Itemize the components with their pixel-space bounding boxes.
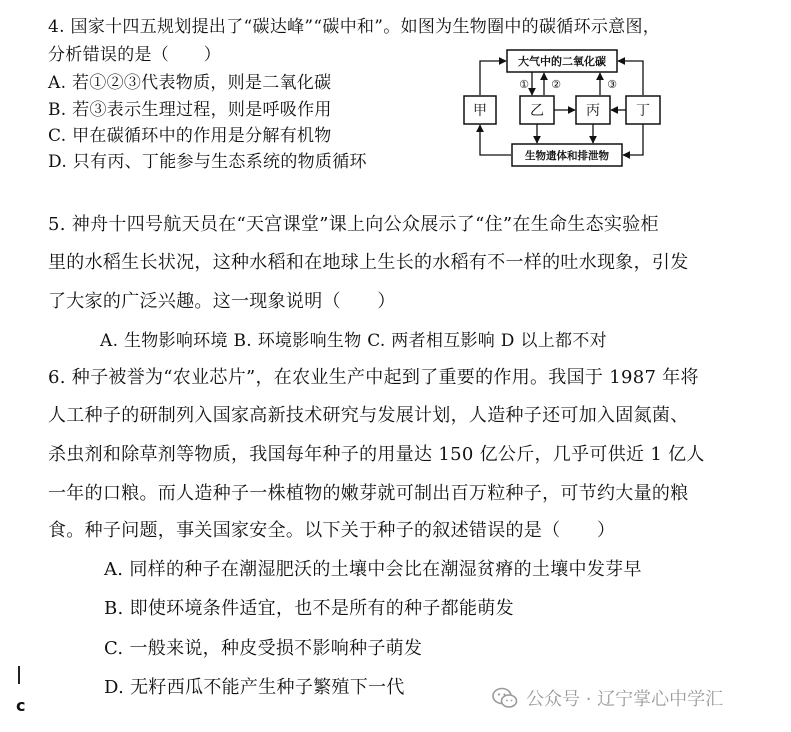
q6-option-c: C. 一般来说，种皮受损不影响种子萌发 bbox=[104, 638, 423, 659]
q6-option-b: B. 即使环境条件适宜，也不是所有的种子都能萌发 bbox=[104, 598, 514, 619]
arrow-ding-to-atmosphere bbox=[618, 61, 643, 95]
q6-stem-line-2: 人工种子的研制列入国家高新技术研究与发展计划，人造种子还可加入固氮菌、 bbox=[48, 405, 689, 426]
marker-3: ③ bbox=[607, 78, 617, 91]
arrow-jia-to-atmosphere bbox=[480, 61, 506, 95]
wechat-icon bbox=[492, 687, 518, 709]
q4-option-c: C. 甲在碳循环中的作用是分解有机物 bbox=[48, 126, 332, 146]
q4-option-a: A. 若①②③代表物质，则是二氧化碳 bbox=[48, 73, 332, 93]
q6-stem-line-4: 一年的口粮。而人造种子一株植物的嫩芽就可制出百万粒种子，可节约大量的粮 bbox=[48, 483, 689, 504]
remains-label: 生物遗体和排泄物 bbox=[525, 150, 609, 162]
q4-stem-line-2: 分析错误的是（ ） bbox=[48, 45, 221, 65]
arrow-ding-to-remains bbox=[623, 124, 643, 155]
marker-2: ② bbox=[551, 78, 561, 91]
watermark bbox=[492, 684, 723, 712]
q6-stem-line-5: 食。种子问题，事关国家安全。以下关于种子的叙述错误的是（ ） bbox=[48, 520, 616, 541]
q6-stem-line-1: 6. 种子被誉为“农业芯片”，在农业生产中起到了重要的作用。我国于 1987 年将 bbox=[48, 367, 699, 388]
carbon-cycle-diagram bbox=[462, 44, 682, 174]
arrow-remains-to-jia bbox=[480, 125, 511, 155]
node-bing-label: 丙 bbox=[586, 103, 600, 119]
node-ding-label: 丁 bbox=[636, 103, 650, 119]
q6-stem-line-3: 杀虫剂和除草剂等物质，我国每年种子的用量达 150 亿公斤，几乎可供近 1 亿人 bbox=[48, 444, 705, 465]
marker-1: ① bbox=[519, 78, 529, 91]
q6-option-a: A. 同样的种子在潮湿肥沃的土壤中会比在潮湿贫瘠的土壤中发芽早 bbox=[104, 559, 642, 580]
atmosphere-co2-label: 大气中的二氧化碳 bbox=[518, 55, 606, 68]
q4-option-d: D. 只有丙、丁能参与生态系统的物质循环 bbox=[48, 152, 367, 172]
node-jia-label: 甲 bbox=[473, 103, 487, 119]
q5-options: A. 生物影响环境 B. 环境影响生物 C. 两者相互影响 D 以上都不对 bbox=[100, 331, 607, 351]
watermark-text: 公众号 · 辽宁掌心中学汇 bbox=[526, 689, 724, 710]
q5-stem-line-1: 5. 神舟十四号航天员在“天宫课堂”课上向公众展示了“住”在生命生态实验柜 bbox=[48, 214, 659, 235]
q4-option-b: B. 若③表示生理过程，则是呼吸作用 bbox=[48, 100, 332, 120]
margin-mark: c bbox=[16, 696, 26, 715]
q5-stem-line-3: 了大家的广泛兴趣。这一现象说明（ ） bbox=[48, 291, 396, 312]
q5-stem-line-2: 里的水稻生长状况，这种水稻和在地球上生长的水稻有不一样的吐水现象，引发 bbox=[48, 252, 689, 273]
margin-bar bbox=[18, 666, 20, 684]
node-yi-label: 乙 bbox=[530, 103, 544, 119]
q4-stem-line-1: 4. 国家十四五规划提出了“碳达峰”“碳中和”。如图为生物圈中的碳循环示意图， bbox=[48, 17, 661, 37]
q6-option-d: D. 无籽西瓜不能产生种子繁殖下一代 bbox=[104, 677, 405, 698]
